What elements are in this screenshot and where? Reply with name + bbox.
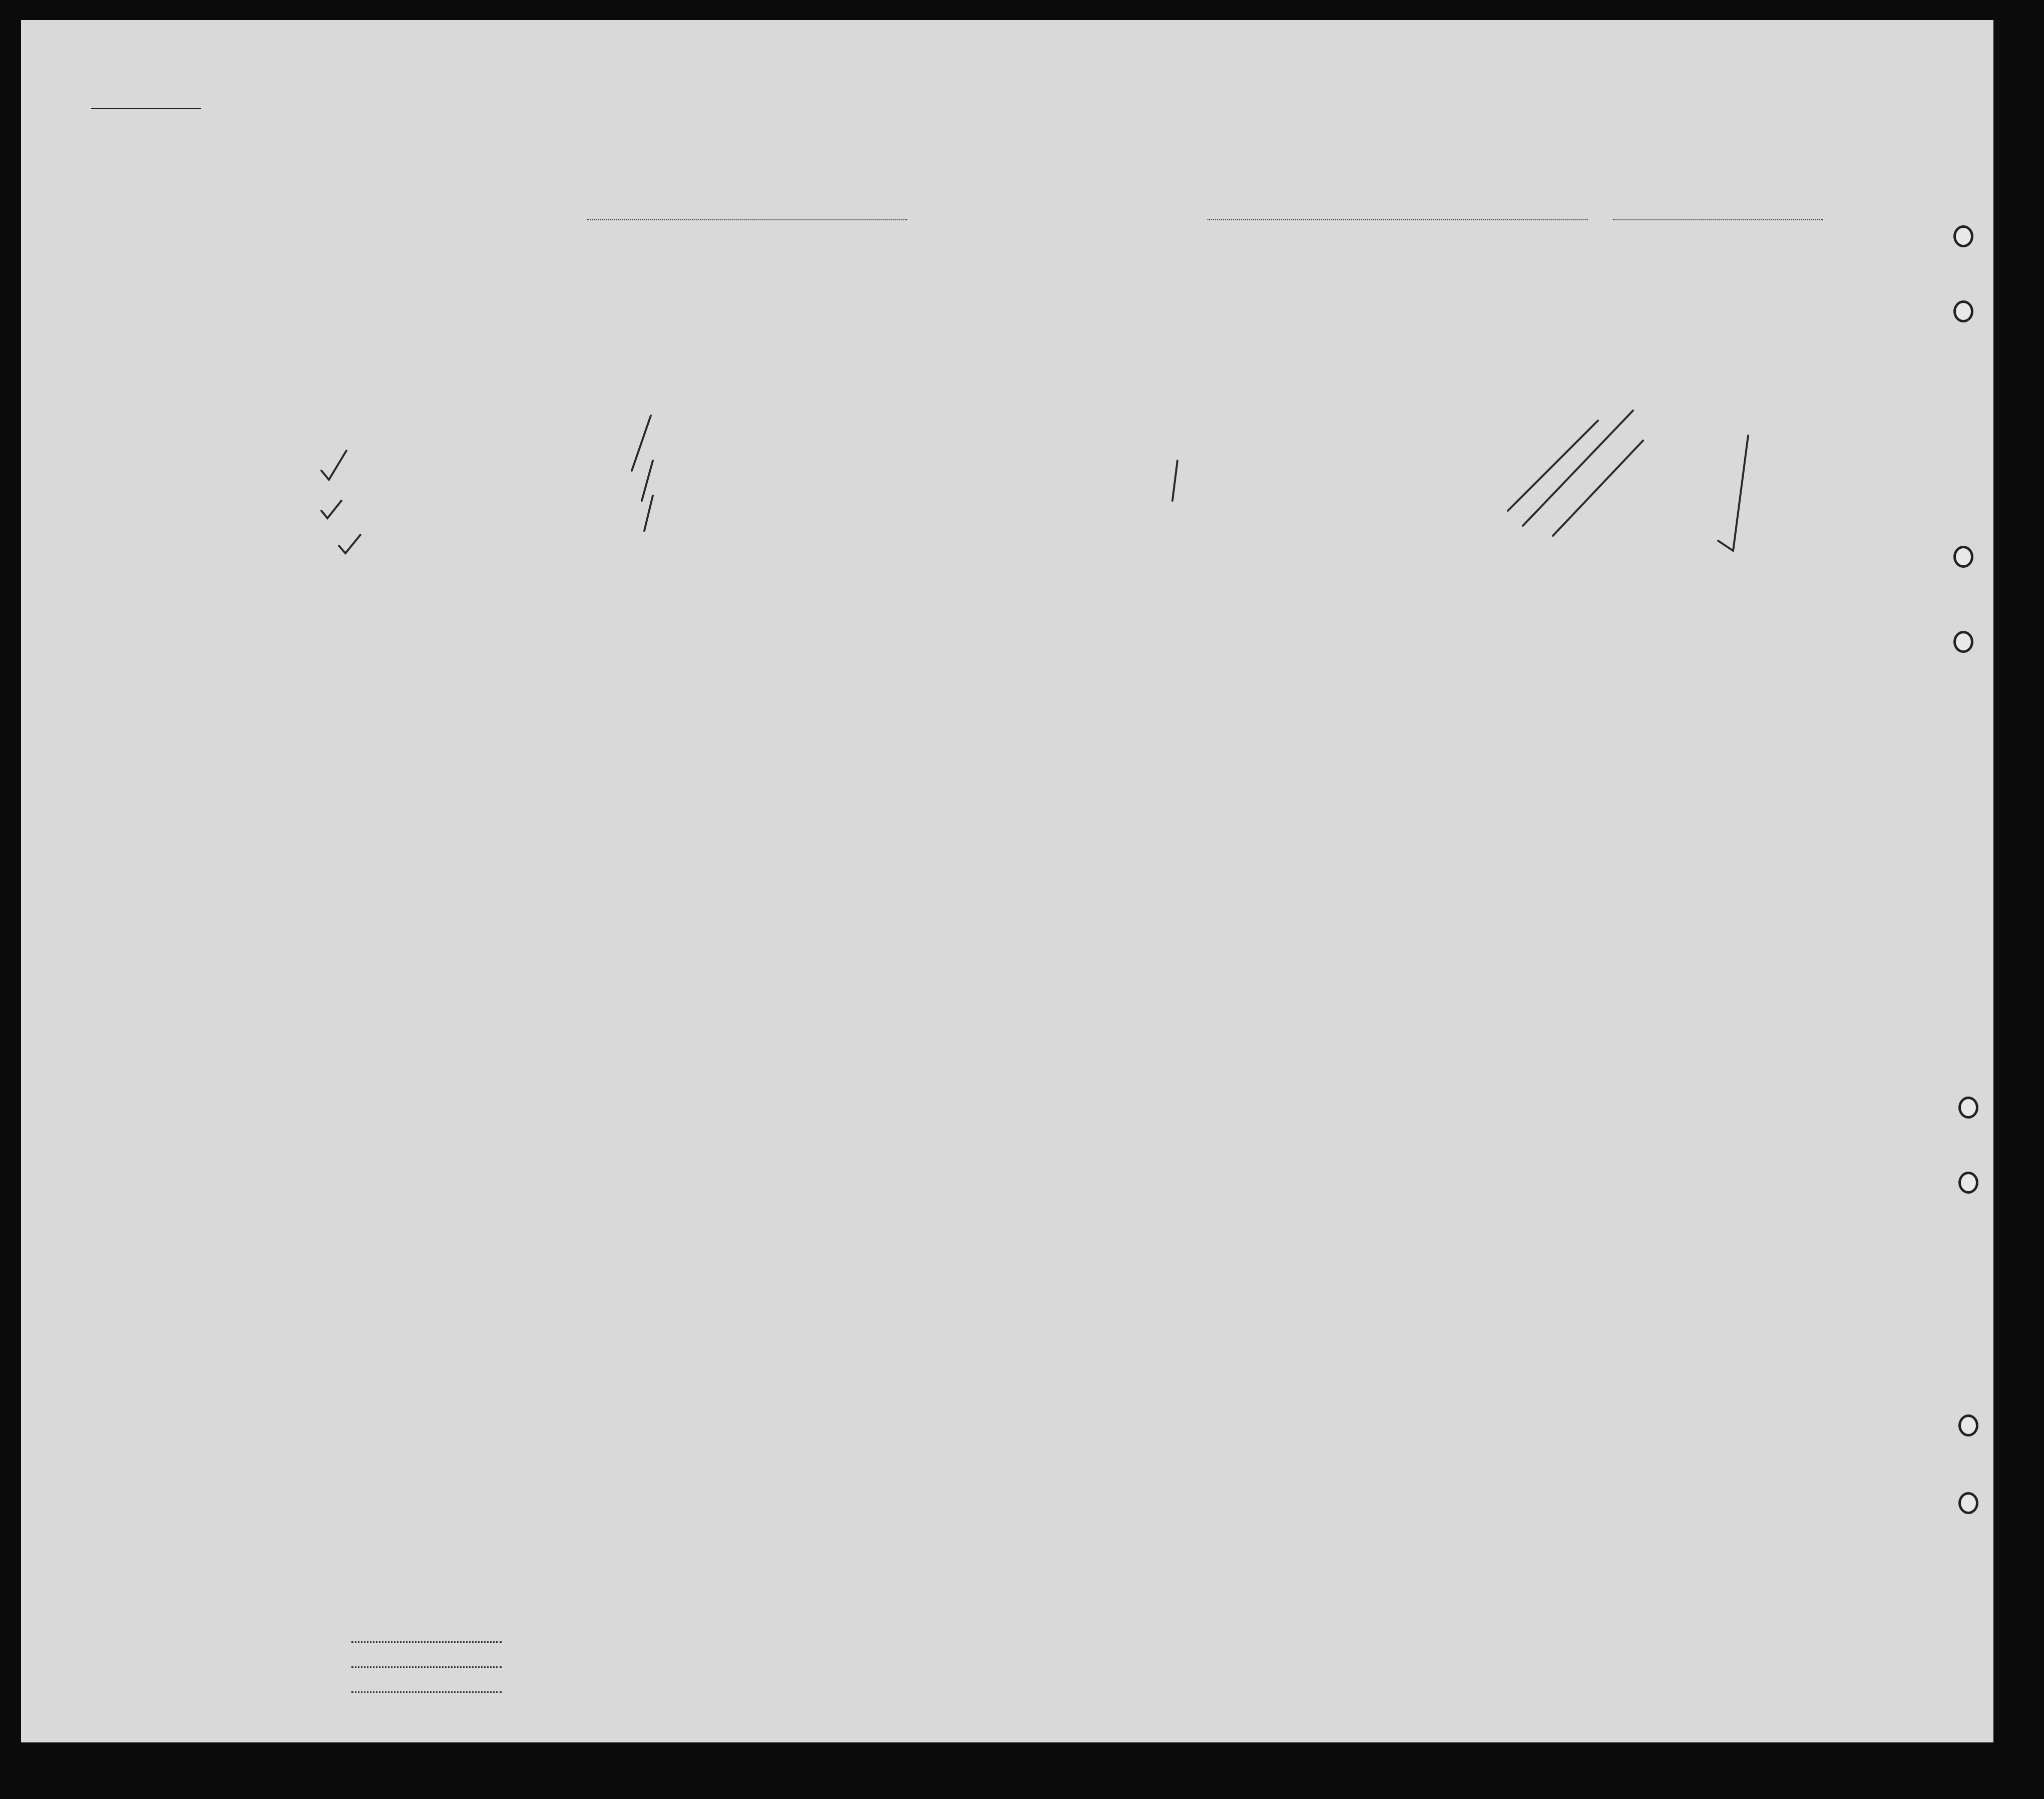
punch-hole: [1953, 631, 1973, 653]
punch-hole: [1953, 300, 1973, 322]
issued-strokes: [1508, 411, 1643, 536]
punch-hole: [1958, 1172, 1978, 1194]
punch-hole: [1953, 546, 1973, 568]
check-mark-1: [321, 451, 346, 480]
punch-hole: [1958, 1492, 1978, 1514]
residence-stroke: [1718, 436, 1748, 551]
check-mark-2: [321, 501, 341, 518]
total-passengers-line: [351, 1641, 502, 1643]
tally-strokes: [632, 416, 653, 531]
punch-hole: [1958, 1097, 1978, 1119]
manifest-sheet: [21, 20, 1993, 1742]
punch-hole: [1958, 1414, 1978, 1436]
punch-hole: [1953, 225, 1973, 247]
handwriting-marks: [21, 20, 1993, 1742]
check-mark-3: [339, 535, 360, 553]
do-stroke: [1172, 461, 1177, 501]
aliens-line: [351, 1691, 502, 1693]
us-citizens-line: [351, 1666, 502, 1668]
